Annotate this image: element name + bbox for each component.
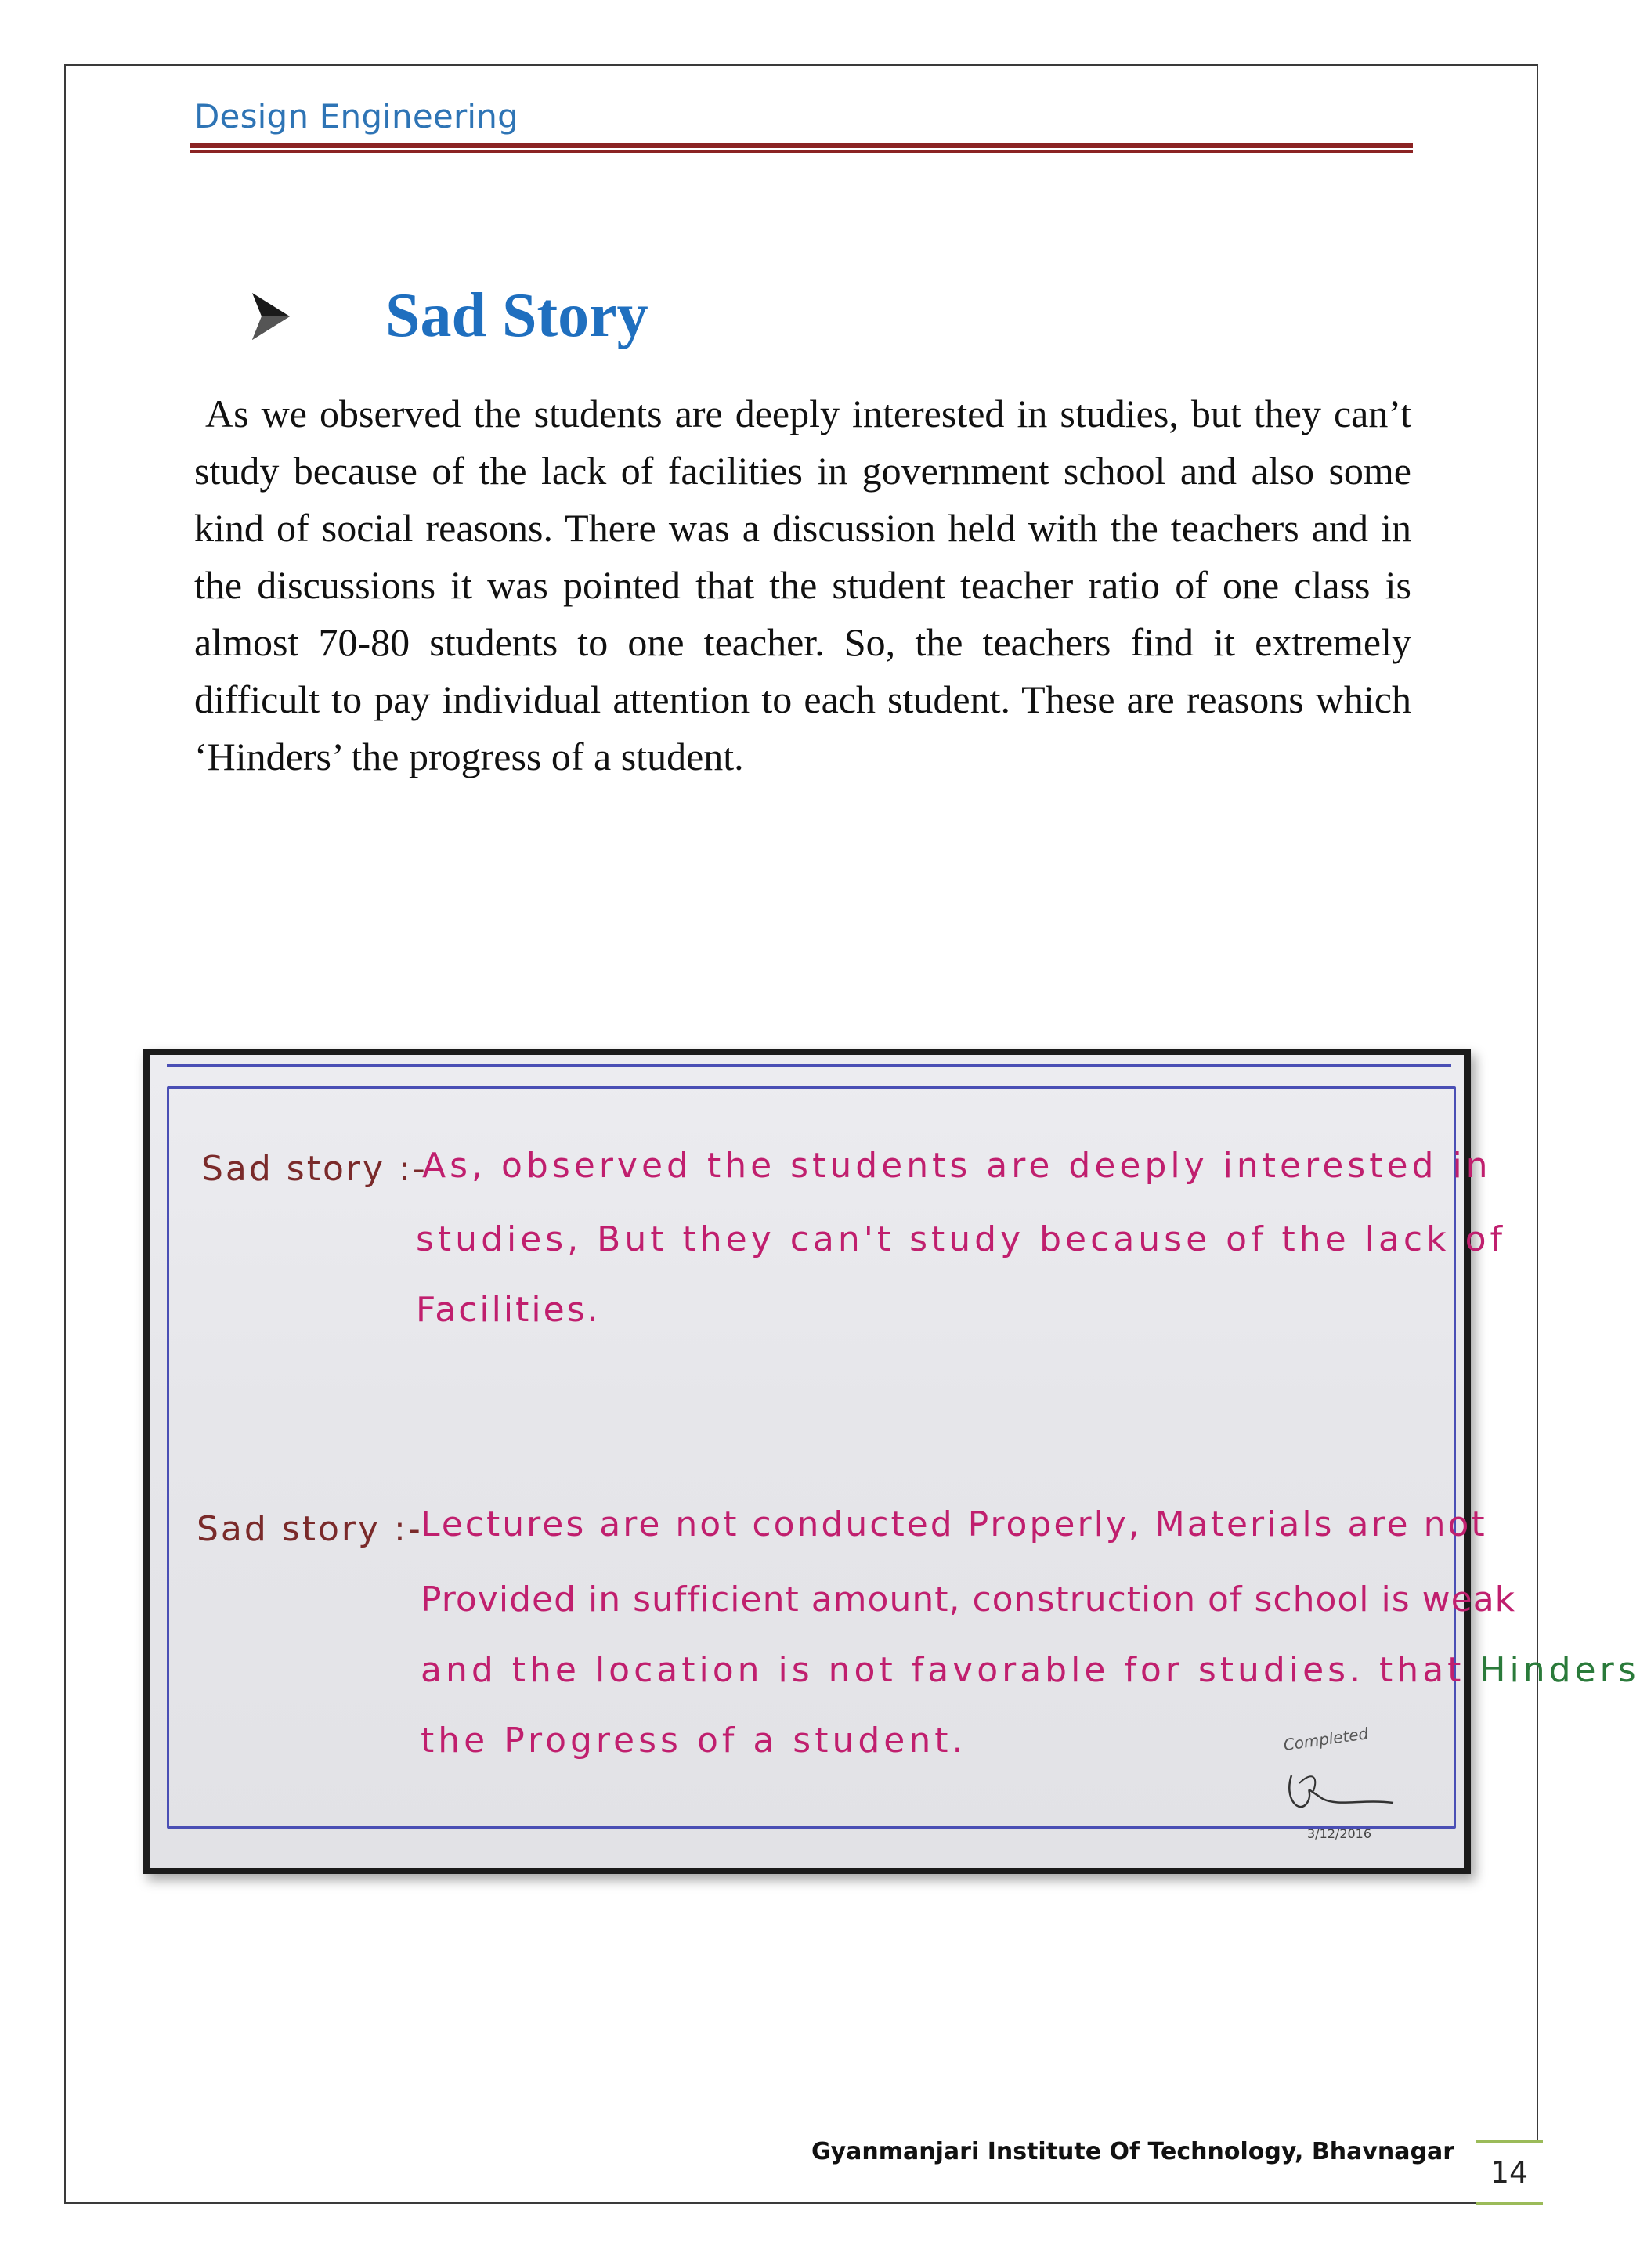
board-frame bbox=[167, 1086, 1456, 1829]
footer-institute: Gyanmanjari Institute Of Technology, Bhavnagar bbox=[811, 2138, 1455, 2165]
page-number: 14 bbox=[1490, 2155, 1529, 2190]
signature-date: 3/12/2016 bbox=[1307, 1826, 1372, 1841]
page-number-box bbox=[1476, 2140, 1543, 2205]
section-heading-text: Sad Story bbox=[385, 281, 648, 350]
board-story1-line2: studies, But they can't study because of the lack of bbox=[416, 1219, 1506, 1259]
header-rule bbox=[190, 143, 1413, 148]
board-label-1: Sad story :- bbox=[201, 1149, 428, 1189]
signature-note: Completed bbox=[1282, 1724, 1370, 1755]
section-heading bbox=[249, 280, 648, 352]
board-top-line bbox=[167, 1064, 1451, 1067]
arrow-bullet-icon bbox=[249, 291, 293, 341]
whiteboard-surface bbox=[150, 1055, 1640, 1868]
header-title: Design Engineering bbox=[194, 97, 518, 135]
teacher-signature bbox=[1276, 1724, 1409, 1846]
board-story2-line4: the Progress of a student. bbox=[421, 1721, 967, 1761]
board-story2-line3 bbox=[421, 1650, 1640, 1690]
board-story2-line2: Provided in sufficient amount, construction of school is weak bbox=[421, 1580, 1516, 1620]
board-story2-line1: Lectures are not conducted Properly, Materials are not bbox=[421, 1504, 1487, 1544]
whiteboard-photo bbox=[143, 1049, 1640, 1874]
board-story1-line1: As, observed the students are deeply interested in bbox=[422, 1146, 1492, 1186]
board-label-2: Sad story :- bbox=[197, 1509, 423, 1549]
board-hinders-word: Hinders bbox=[1479, 1650, 1640, 1690]
board-story1-line3: Facilities. bbox=[416, 1290, 601, 1330]
header-rule-thin bbox=[190, 150, 1413, 153]
body-paragraph: As we observed the students are deeply interested in studies, but they can’t study because of the lack of facilities in government school and also some kind of social reasons. There was a discussion held with the teachers and in the discussions it was pointed that the student teacher ratio of one class is almost 70-80 students to one teacher. So, the teachers find it extremely difficult to pay individual attention to each student. These are reasons which ‘Hinders’ the progress of a student. bbox=[194, 392, 1411, 778]
board-story2-line3-text: and the location is not favorable for studies. that bbox=[421, 1650, 1465, 1690]
